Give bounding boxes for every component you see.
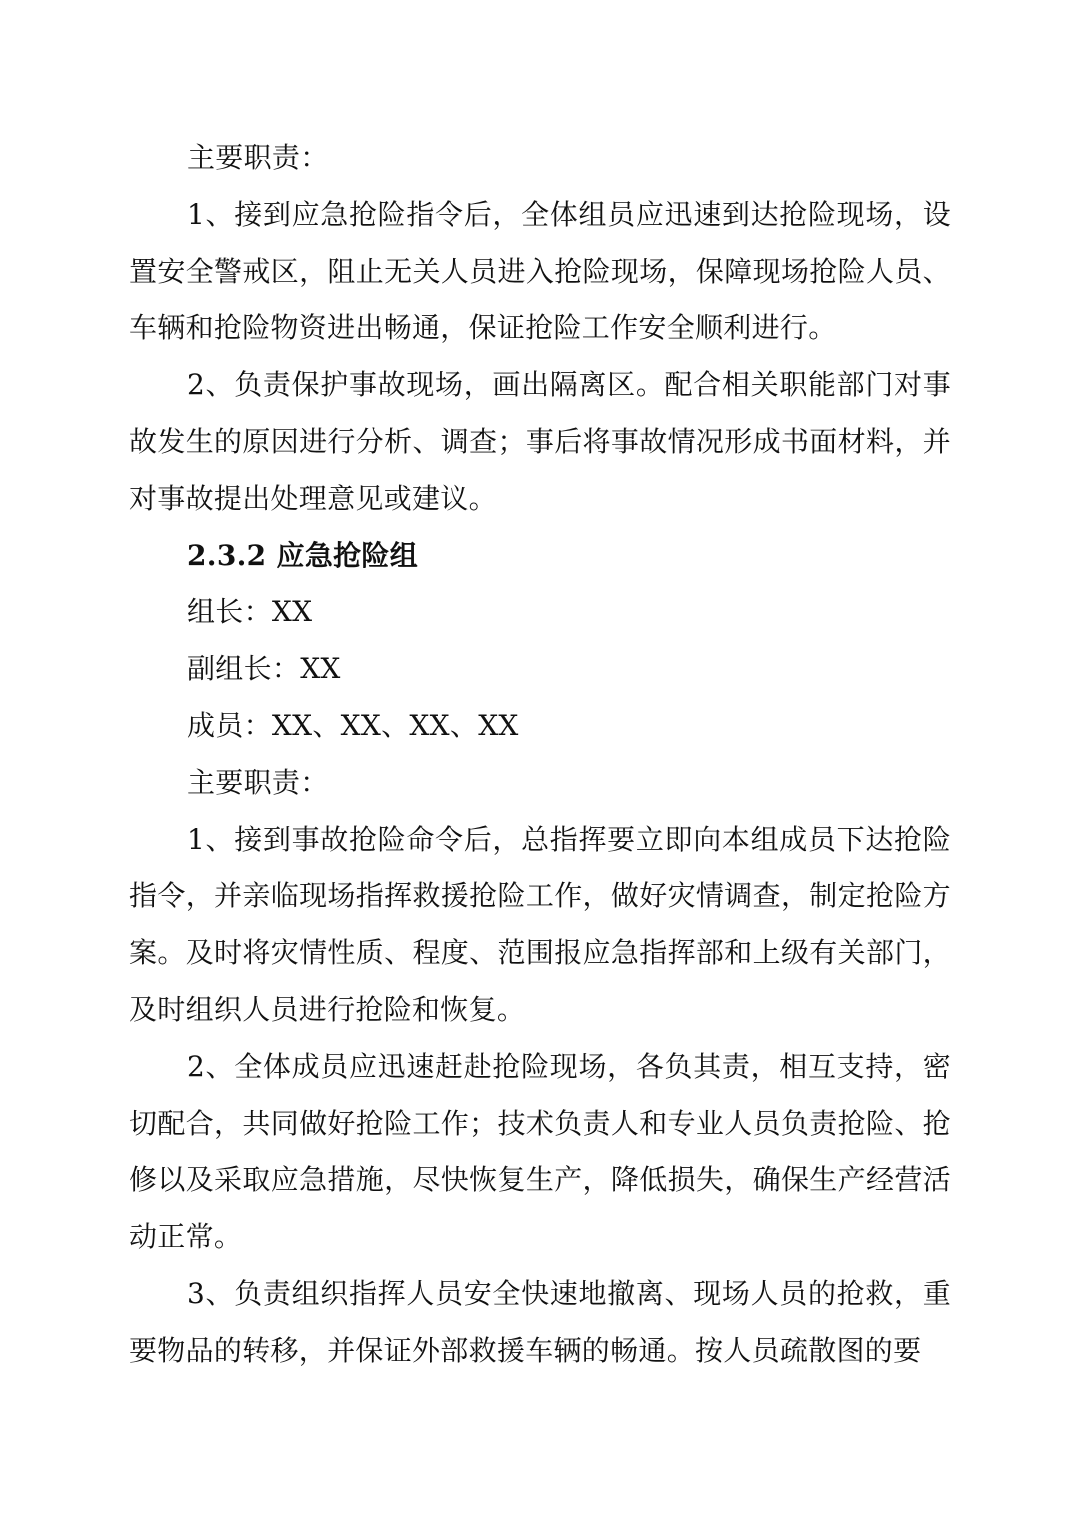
duties-label: 主要职责： (187, 765, 329, 799)
section-title: 应急抢险组 (276, 538, 419, 572)
group-members: 成员：XX、XX、XX、XX (187, 708, 519, 742)
duties-label: 主要职责： (187, 141, 329, 174)
duty-item-2: 2、全体成员应迅速赶赴抢险现场，各负其责，相互支持，密切配合，共同做好抢险工作；技术负责人和专业人员负责抢险、抢修以及采取应急措施，尽快恢复生产，降低损失，确保生产经营活动正常。 (129, 1049, 951, 1254)
deputy-group-leader: 副组长：XX (187, 652, 341, 686)
section-number: 2.3.2 (187, 538, 267, 572)
duty-item-2: 2、负责保护事故现场，画出隔离区。配合相关职能部门对事故发生的原因进行分析、调查；事后将事故情况形成书面材料，并对事故提出处理意见或建议。 (129, 368, 951, 515)
duty-item-1: 1、接到应急抢险指令后，全体组员应迅速到达抢险现场，设置安全警戒区，阻止无关人员进入抢险现场，保障现场抢险人员、车辆和抢险物资进出畅通，保证抢险工作安全顺利进行。 (129, 197, 951, 345)
group-leader: 组长：XX (187, 595, 313, 629)
duty-item-3: 3、负责组织指挥人员安全快速地撤离、现场人员的抢救，重要物品的转移，并保证外部救援车辆的畅通。按人员疏散图的要 (129, 1276, 951, 1367)
section-heading (129, 528, 951, 585)
duty-item-1: 1、接到事故抢险命令后，总指挥要立即向本组成员下达抢险指令，并亲临现场指挥救援抢险工作，做好灾情调查，制定抢险方案。及时将灾情性质、程度、范围报应急指挥部和上级有关部门，及时组织人员进行抢险和恢复。 (129, 822, 951, 1026)
